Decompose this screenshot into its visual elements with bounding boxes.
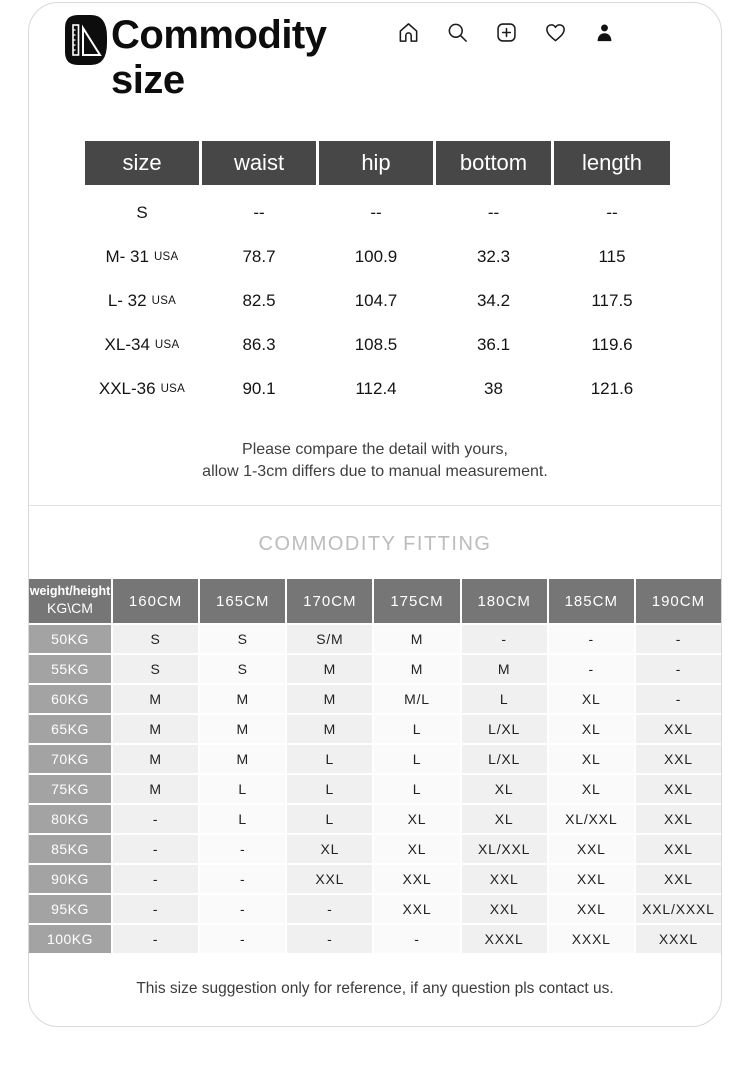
- reference-footnote: This size suggestion only for reference, if any question pls contact us.: [136, 980, 614, 997]
- fitting-cell: L: [287, 745, 372, 773]
- bottom-cell: 34.2: [436, 279, 551, 323]
- height-header: 175CM: [374, 579, 459, 623]
- fitting-cell: XXL: [549, 865, 634, 893]
- bottom-cell: 32.3: [436, 235, 551, 279]
- profile-icon[interactable]: [593, 21, 616, 44]
- fitting-cell: -: [200, 895, 285, 923]
- weight-label: 50KG: [29, 625, 111, 653]
- waist-cell: 86.3: [202, 323, 316, 367]
- fitting-cell: -: [549, 625, 634, 653]
- fitting-cell: M: [200, 745, 285, 773]
- fitting-cell: XXL/XXXL: [636, 895, 721, 923]
- fitting-cell: L: [374, 775, 459, 803]
- fitting-cell: XXL: [287, 865, 372, 893]
- fitting-cell: -: [636, 655, 721, 683]
- fitting-cell: -: [287, 895, 372, 923]
- weight-label: 100KG: [29, 925, 111, 953]
- fitting-cell: XXL: [549, 835, 634, 863]
- weight-label: 75KG: [29, 775, 111, 803]
- fitting-cell: XXL: [636, 835, 721, 863]
- fitting-cell: XXL: [462, 895, 547, 923]
- size-label: XL-34: [104, 335, 150, 354]
- size-label: M- 31: [105, 247, 149, 266]
- fitting-cell: L: [462, 685, 547, 713]
- size-table-header: size: [85, 141, 199, 185]
- size-table-header: length: [554, 141, 670, 185]
- fitting-cell: M: [462, 655, 547, 683]
- note-line-2: allow 1-3cm differs due to manual measurement.: [202, 463, 548, 480]
- weight-label: 65KG: [29, 715, 111, 743]
- fitting-cell: -: [200, 865, 285, 893]
- fitting-cell: -: [113, 865, 198, 893]
- weight-label: 85KG: [29, 835, 111, 863]
- fitting-cell: XL/XXL: [462, 835, 547, 863]
- hip-cell: 112.4: [319, 367, 433, 411]
- fitting-title: COMMODITY FITTING: [258, 533, 492, 555]
- length-cell: 119.6: [554, 323, 670, 367]
- fitting-cell: M: [200, 715, 285, 743]
- fitting-cell: L: [200, 775, 285, 803]
- fitting-cell: XXL: [374, 895, 459, 923]
- fitting-table: [29, 579, 721, 953]
- corner-line-2: KG\CM: [47, 600, 93, 617]
- fitting-cell: XL: [549, 775, 634, 803]
- fitting-cell: L: [287, 805, 372, 833]
- home-icon[interactable]: [397, 21, 420, 44]
- fitting-cell: XXL: [636, 745, 721, 773]
- size-label: XXL-36: [98, 379, 156, 398]
- page-title: Commodity size: [111, 13, 327, 102]
- fitting-cell: M: [374, 655, 459, 683]
- size-table-header: waist: [202, 141, 316, 185]
- ruler-set-square-icon: [65, 15, 107, 65]
- size-table: [85, 141, 668, 411]
- fitting-cell: XL: [549, 715, 634, 743]
- fitting-cell: M: [113, 685, 198, 713]
- fitting-cell: XXXL: [549, 925, 634, 953]
- fitting-cell: S: [200, 625, 285, 653]
- wishlist-heart-icon[interactable]: [544, 21, 567, 44]
- fitting-cell: S: [113, 655, 198, 683]
- fitting-cell: M: [200, 685, 285, 713]
- weight-label: 90KG: [29, 865, 111, 893]
- length-cell: 117.5: [554, 279, 670, 323]
- fitting-cell: -: [636, 685, 721, 713]
- fitting-cell: XL: [549, 745, 634, 773]
- fitting-cell: M: [287, 655, 372, 683]
- fitting-cell: S: [200, 655, 285, 683]
- commodity-fitting-section: [29, 505, 721, 953]
- weight-label: 80KG: [29, 805, 111, 833]
- fitting-cell: -: [287, 925, 372, 953]
- size-cell: [85, 323, 199, 367]
- fitting-cell: XL: [374, 835, 459, 863]
- top-nav: [397, 21, 616, 44]
- bottom-cell: 36.1: [436, 323, 551, 367]
- header: [29, 3, 721, 113]
- fitting-cell: -: [113, 835, 198, 863]
- fitting-cell: XXL: [636, 775, 721, 803]
- fitting-cell: XXL: [636, 715, 721, 743]
- corner-line-1: weight/height: [29, 584, 111, 599]
- usa-suffix: USA: [153, 251, 179, 263]
- waist-cell: 82.5: [202, 279, 316, 323]
- weight-label: 60KG: [29, 685, 111, 713]
- fitting-cell: XXXL: [462, 925, 547, 953]
- fitting-cell: XL: [374, 805, 459, 833]
- fitting-cell: L/XL: [462, 745, 547, 773]
- search-icon[interactable]: [446, 21, 469, 44]
- fitting-cell: M: [374, 625, 459, 653]
- fitting-cell: XXL: [636, 865, 721, 893]
- fitting-cell: XL: [287, 835, 372, 863]
- length-cell: 121.6: [554, 367, 670, 411]
- size-cell: [85, 367, 199, 411]
- fitting-cell: -: [636, 625, 721, 653]
- weight-label: 95KG: [29, 895, 111, 923]
- note-line-1: Please compare the detail with yours,: [242, 441, 508, 458]
- fitting-cell: L/XL: [462, 715, 547, 743]
- fitting-cell: XXL: [462, 865, 547, 893]
- height-header: 190CM: [636, 579, 721, 623]
- height-header: 170CM: [287, 579, 372, 623]
- height-header: 160CM: [113, 579, 198, 623]
- fitting-cell: M/L: [374, 685, 459, 713]
- hip-cell: 100.9: [319, 235, 433, 279]
- waist-cell: --: [202, 191, 316, 235]
- fitting-cell: -: [462, 625, 547, 653]
- size-chart-card: [28, 2, 722, 1027]
- fitting-cell: XXXL: [636, 925, 721, 953]
- hip-cell: --: [319, 191, 433, 235]
- usa-suffix: USA: [160, 383, 186, 395]
- bottom-cell: 38: [436, 367, 551, 411]
- weight-label: 70KG: [29, 745, 111, 773]
- fitting-corner-header: [29, 579, 111, 623]
- measurement-note: [29, 439, 721, 483]
- fitting-cell: S: [113, 625, 198, 653]
- fitting-cell: L: [374, 715, 459, 743]
- fitting-cell: -: [113, 925, 198, 953]
- fitting-cell: XXL: [636, 805, 721, 833]
- fitting-cell: M: [113, 745, 198, 773]
- fitting-cell: L: [287, 775, 372, 803]
- fitting-cell: XL: [462, 775, 547, 803]
- size-label: S: [136, 203, 148, 222]
- fitting-cell: -: [113, 895, 198, 923]
- fitting-cell: M: [287, 715, 372, 743]
- add-post-icon[interactable]: [495, 21, 518, 44]
- size-cell: [85, 191, 199, 235]
- height-header: 185CM: [549, 579, 634, 623]
- usa-suffix: USA: [154, 339, 180, 351]
- fitting-cell: -: [200, 925, 285, 953]
- fitting-cell: -: [200, 835, 285, 863]
- weight-label: 55KG: [29, 655, 111, 683]
- fitting-cell: XXL: [549, 895, 634, 923]
- fitting-cell: XL: [549, 685, 634, 713]
- bottom-cell: --: [436, 191, 551, 235]
- fitting-cell: XXL: [374, 865, 459, 893]
- fitting-cell: XL/XXL: [549, 805, 634, 833]
- size-table-header: hip: [319, 141, 433, 185]
- fitting-cell: -: [549, 655, 634, 683]
- height-header: 165CM: [200, 579, 285, 623]
- waist-cell: 78.7: [202, 235, 316, 279]
- fitting-cell: L: [200, 805, 285, 833]
- fitting-cell: M: [287, 685, 372, 713]
- fitting-cell: M: [113, 775, 198, 803]
- usa-suffix: USA: [151, 295, 177, 307]
- length-cell: 115: [554, 235, 670, 279]
- size-table-header: bottom: [436, 141, 551, 185]
- fitting-cell: -: [374, 925, 459, 953]
- fitting-cell: M: [113, 715, 198, 743]
- size-label: L- 32: [107, 291, 147, 310]
- fitting-cell: L: [374, 745, 459, 773]
- hip-cell: 104.7: [319, 279, 433, 323]
- size-cell: [85, 279, 199, 323]
- fitting-cell: XL: [462, 805, 547, 833]
- fitting-cell: -: [113, 805, 198, 833]
- hip-cell: 108.5: [319, 323, 433, 367]
- fitting-cell: S/M: [287, 625, 372, 653]
- size-cell: [85, 235, 199, 279]
- brand: [65, 13, 721, 103]
- waist-cell: 90.1: [202, 367, 316, 411]
- height-header: 180CM: [462, 579, 547, 623]
- length-cell: --: [554, 191, 670, 235]
